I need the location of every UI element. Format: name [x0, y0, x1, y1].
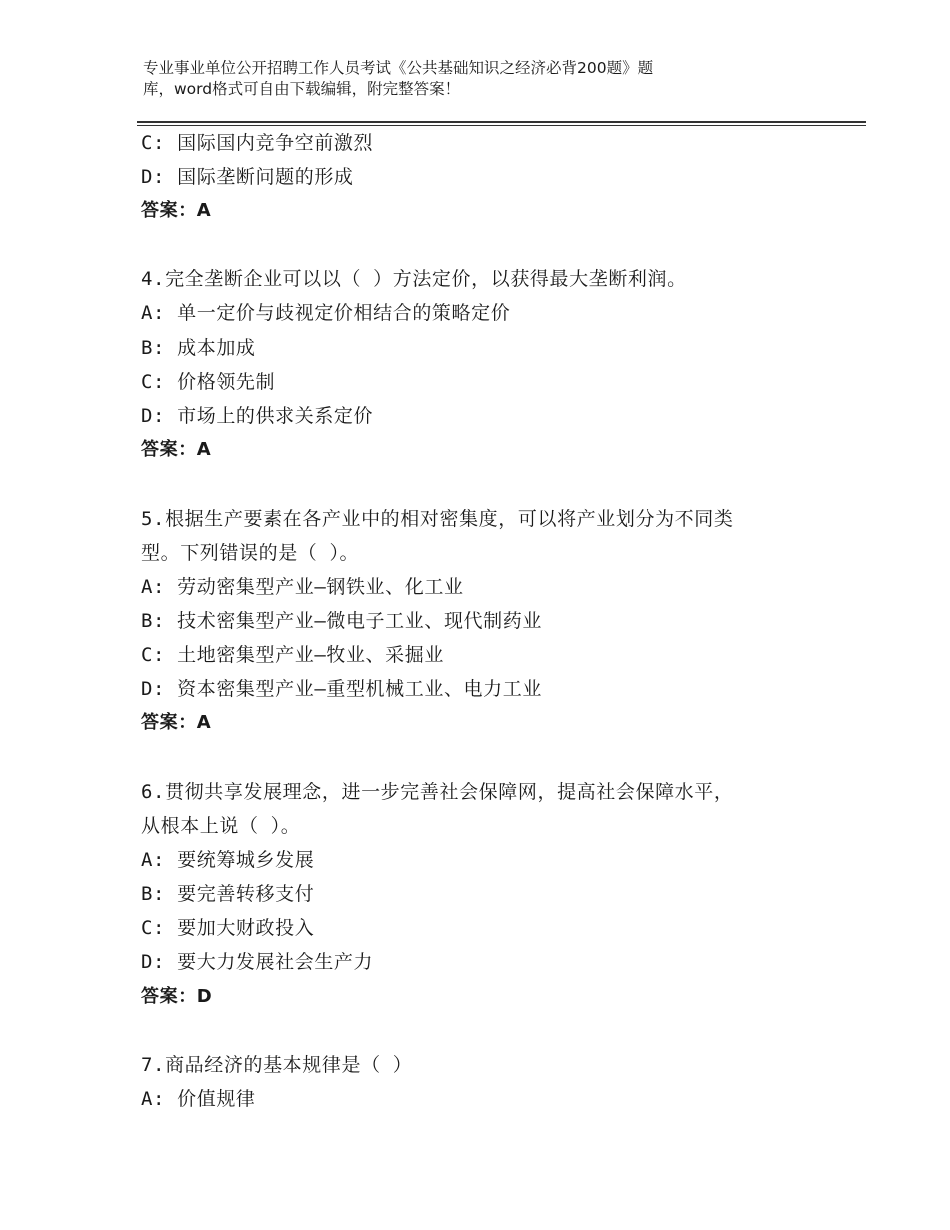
q5-option-c: C: 土地密集型产业—牧业、采掘业 — [141, 644, 444, 666]
q6-option-d: D: 要大力发展社会生产力 — [141, 951, 374, 973]
q5-option-d: D: 资本密集型产业—重型机械工业、电力工业 — [141, 678, 542, 700]
q3-option-c: C: 国际国内竞争空前激烈 — [141, 132, 374, 154]
q5-answer: 答案：A — [141, 712, 212, 733]
document-header — [143, 58, 803, 100]
q6-option-a: A: 要统筹城乡发展 — [141, 849, 315, 871]
header-divider-thick — [137, 121, 866, 123]
q5-question-line-1: 5.根据生产要素在各产业中的相对密集度，可以将产业划分为不同类 — [141, 508, 734, 530]
q4-option-b: B: 成本加成 — [141, 337, 256, 359]
header-title-line-1: 专业事业单位公开招聘工作人员考试《公共基础知识之经济必背200题》题 — [143, 59, 654, 77]
q3-option-d: D: 国际垄断问题的形成 — [141, 166, 354, 188]
q7-question: 7.商品经济的基本规律是（ ） — [141, 1054, 413, 1076]
q3-answer: 答案：A — [141, 200, 212, 221]
q4-option-d: D: 市场上的供求关系定价 — [141, 405, 374, 427]
header-title-line-2: 库，word格式可自由下载编辑，附完整答案！ — [143, 80, 461, 98]
q4-option-c: C: 价格领先制 — [141, 371, 276, 393]
q4-option-a: A: 单一定价与歧视定价相结合的策略定价 — [141, 302, 511, 324]
q6-option-b: B: 要完善转移支付 — [141, 883, 315, 905]
header-divider-thin — [137, 125, 866, 126]
q5-option-a: A: 劳动密集型产业—钢铁业、化工业 — [141, 576, 464, 598]
q6-option-c: C: 要加大财政投入 — [141, 917, 315, 939]
q6-question-line-2: 从根本上说（ ）。 — [141, 815, 301, 837]
q5-question-line-2: 型。下列错误的是（ ）。 — [141, 542, 360, 564]
q7-option-a: A: 价值规律 — [141, 1088, 256, 1110]
q6-question-line-1: 6.贯彻共享发展理念，进一步完善社会保障网，提高社会保障水平， — [141, 781, 734, 803]
q6-answer: 答案：D — [141, 986, 213, 1007]
q4-answer: 答案：A — [141, 439, 212, 460]
q5-option-b: B: 技术密集型产业—微电子工业、现代制药业 — [141, 610, 542, 632]
q4-question: 4.完全垄断企业可以以（ ）方法定价，以获得最大垄断利润。 — [141, 268, 687, 290]
